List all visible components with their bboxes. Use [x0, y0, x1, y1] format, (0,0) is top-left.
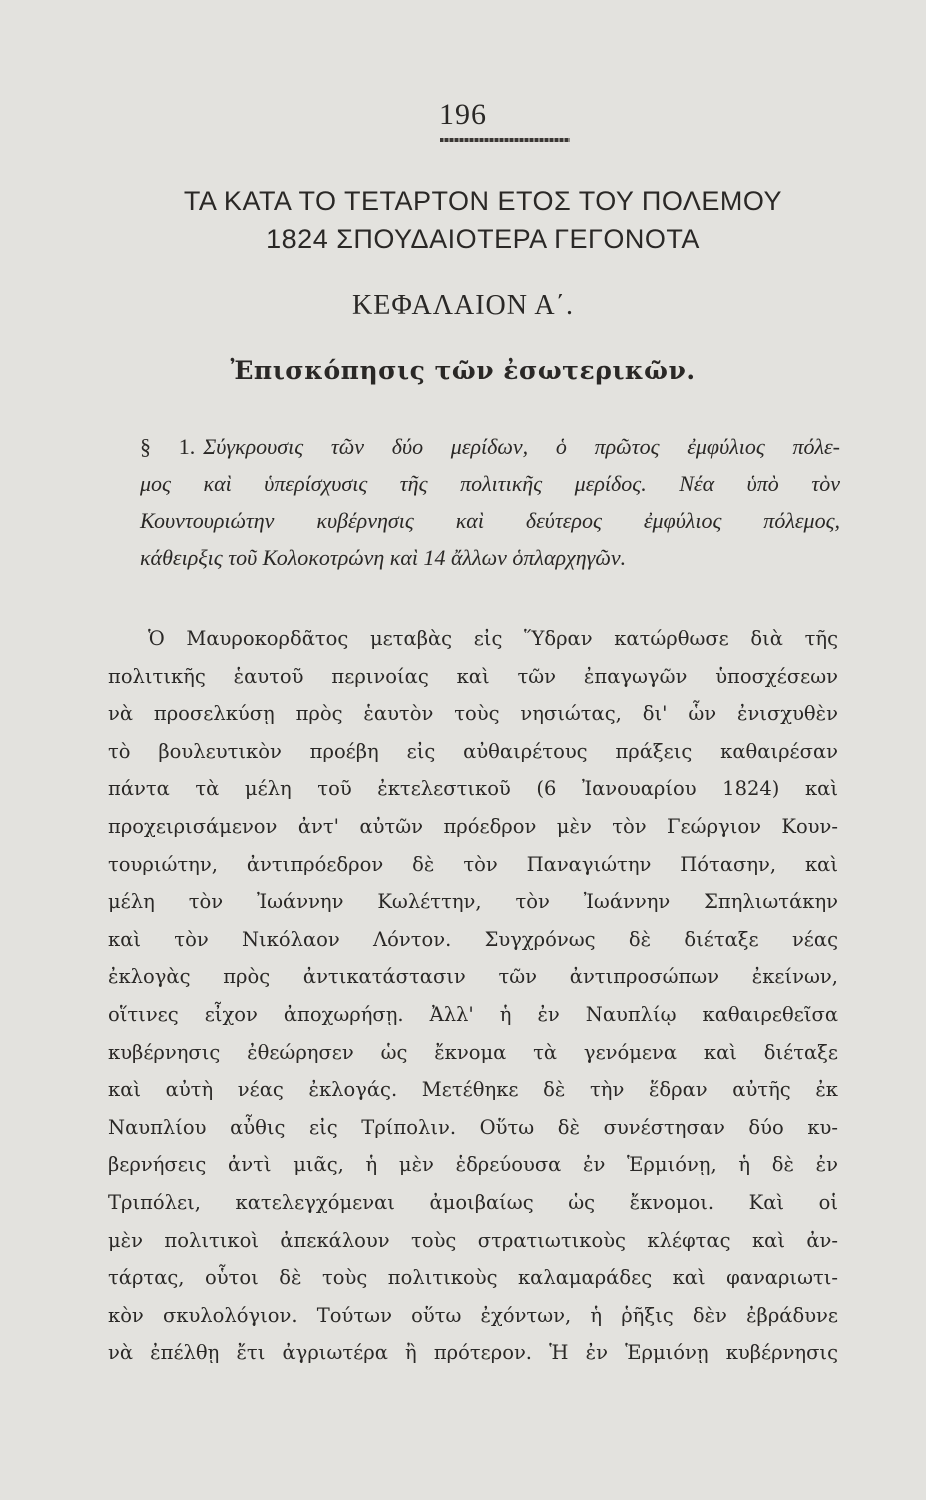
body-line: Ναυπλίου αὖθις εἰς Τρίπολιν. Οὕτω δὲ συνέστησαν δύο κυ-	[108, 1115, 838, 1139]
body-line: μέλη τὸν Ἰωάννην Κωλέττην, τὸν Ἰωάννην Σπηλιωτάκην	[108, 890, 838, 914]
section-mark: § 1.	[140, 434, 196, 459]
body-line: καὶ αὐτὴ νέας ἐκλογάς. Μετέθηκε δὲ τὴν ἕδραν αὐτῆς ἐκ	[108, 1078, 838, 1102]
body-line: οἵτινες εἶχον ἀποχωρήσῃ. Ἀλλ' ἡ ἐν Ναυπλίῳ καθαιρεθεῖσα	[108, 1002, 838, 1026]
body-line: πολιτικῆς ἑαυτοῦ περινοίας καὶ τῶν ἐπαγωγῶν ὑποσχέσεων	[108, 664, 838, 688]
body-line: νὰ προσελκύσῃ πρὸς ἑαυτὸν τοὺς νησιώτας, δι' ὧν ἐνισχυθὲν	[108, 702, 838, 726]
summary-line: § 1. Σύγκρουσις τῶν δύο μερίδων, ὁ πρῶτος ἐμφύλιος πόλε-	[140, 434, 841, 459]
body-line: κυβέρνησις ἐθεώρησεν ὡς ἔκνομα τὰ γενόμενα καὶ διέταξε	[108, 1040, 838, 1064]
body-line: κὸν σκυλολόγιον. Τούτων οὕτω ἐχόντων, ἡ ῥῆξις δὲν ἐβράδυνε	[108, 1303, 838, 1327]
title-line-1: ΤΑ ΚΑΤΑ ΤΟ ΤΕΤΑΡΤΟΝ ΕΤΟΣ ΤΟΥ ΠΟΛΕΜΟΥ	[183, 186, 783, 216]
title-line-2: 1824 ΣΠΟΥΔΑΙΟΤΕΡΑ ΓΕΓΟΝΟΤΑ	[266, 224, 700, 254]
page-title	[138, 182, 828, 258]
body-line: βερνήσεις ἀντὶ μιᾶς, ἡ μὲν ἑδρεύουσα ἐν Ἑρμιόνῃ, ἡ δὲ ἐν	[108, 1153, 838, 1177]
body-paragraph	[108, 620, 838, 1372]
summary-line: Κουντουριώτην κυβέρνησις καὶ δεύτερος ἐμφύλιος πόλεμος,	[140, 508, 840, 533]
page-number: 196	[439, 98, 487, 131]
body-line: νὰ ἐπέλθῃ ἔτι ἀγριωτέρα ἢ πρότερον. Ἡ ἐν Ἑρμιόνῃ κυβέρνησις	[108, 1341, 838, 1365]
body-line: τουριώτην, ἀντιπρόεδρον δὲ τὸν Παναγιώτην Πότασην, καὶ	[108, 852, 838, 876]
body-line: μὲν πολιτικοὶ ἀπεκάλουν τοὺς στρατιωτικοὺς κλέφτας καὶ ἀν-	[108, 1228, 838, 1252]
body-line: καὶ τὸν Νικόλαον Λόντον. Συγχρόνως δὲ διέταξε νέας	[108, 927, 838, 951]
section-summary	[140, 428, 840, 576]
summary-line: κάθειρξις τοῦ Κολοκοτρώνη καὶ 14 ἄλλων ὁπλαρχηγῶν.	[140, 545, 627, 570]
body-line: πάντα τὰ μέλη τοῦ ἐκτελεστικοῦ (6 Ἰανουαρίου 1824) καὶ	[108, 777, 838, 801]
body-line: ἐκλογὰς πρὸς ἀντικατάστασιν τῶν ἀντιπροσώπων ἐκείνων,	[108, 965, 838, 989]
body-line: Ὁ Μαυροκορδᾶτος μεταβὰς εἰς Ὕδραν κατώρθωσε διὰ τῆς	[148, 627, 838, 650]
body-line: τὸ βουλευτικὸν προέβη εἰς αὐθαιρέτους πράξεις καθαιρέσαν	[108, 739, 838, 763]
body-line: Τριπόλει, κατελεγχόμεναι ἀμοιβαίως ὡς ἔκνομοι. Καὶ οἱ	[108, 1190, 838, 1214]
summary-line: μος καὶ ὑπερίσχυσις τῆς πολιτικῆς μερίδος. Νέα ὑπὸ τὸν	[140, 471, 840, 496]
ornamental-rule	[440, 138, 570, 142]
body-line: προχειρισάμενον ἀντ' αὐτῶν πρόεδρον μὲν τὸν Γεώργιον Κουν-	[108, 814, 838, 838]
section-heading: Ἐπισκόπησις τῶν ἐσωτερικῶν.	[230, 356, 696, 385]
chapter-heading: ΚΕΦΑΛΑΙΟΝ Α΄.	[352, 290, 574, 321]
body-line: τάρτας, οὗτοι δὲ τοὺς πολιτικοὺς καλαμαράδες καὶ φαναριωτι-	[108, 1266, 838, 1290]
